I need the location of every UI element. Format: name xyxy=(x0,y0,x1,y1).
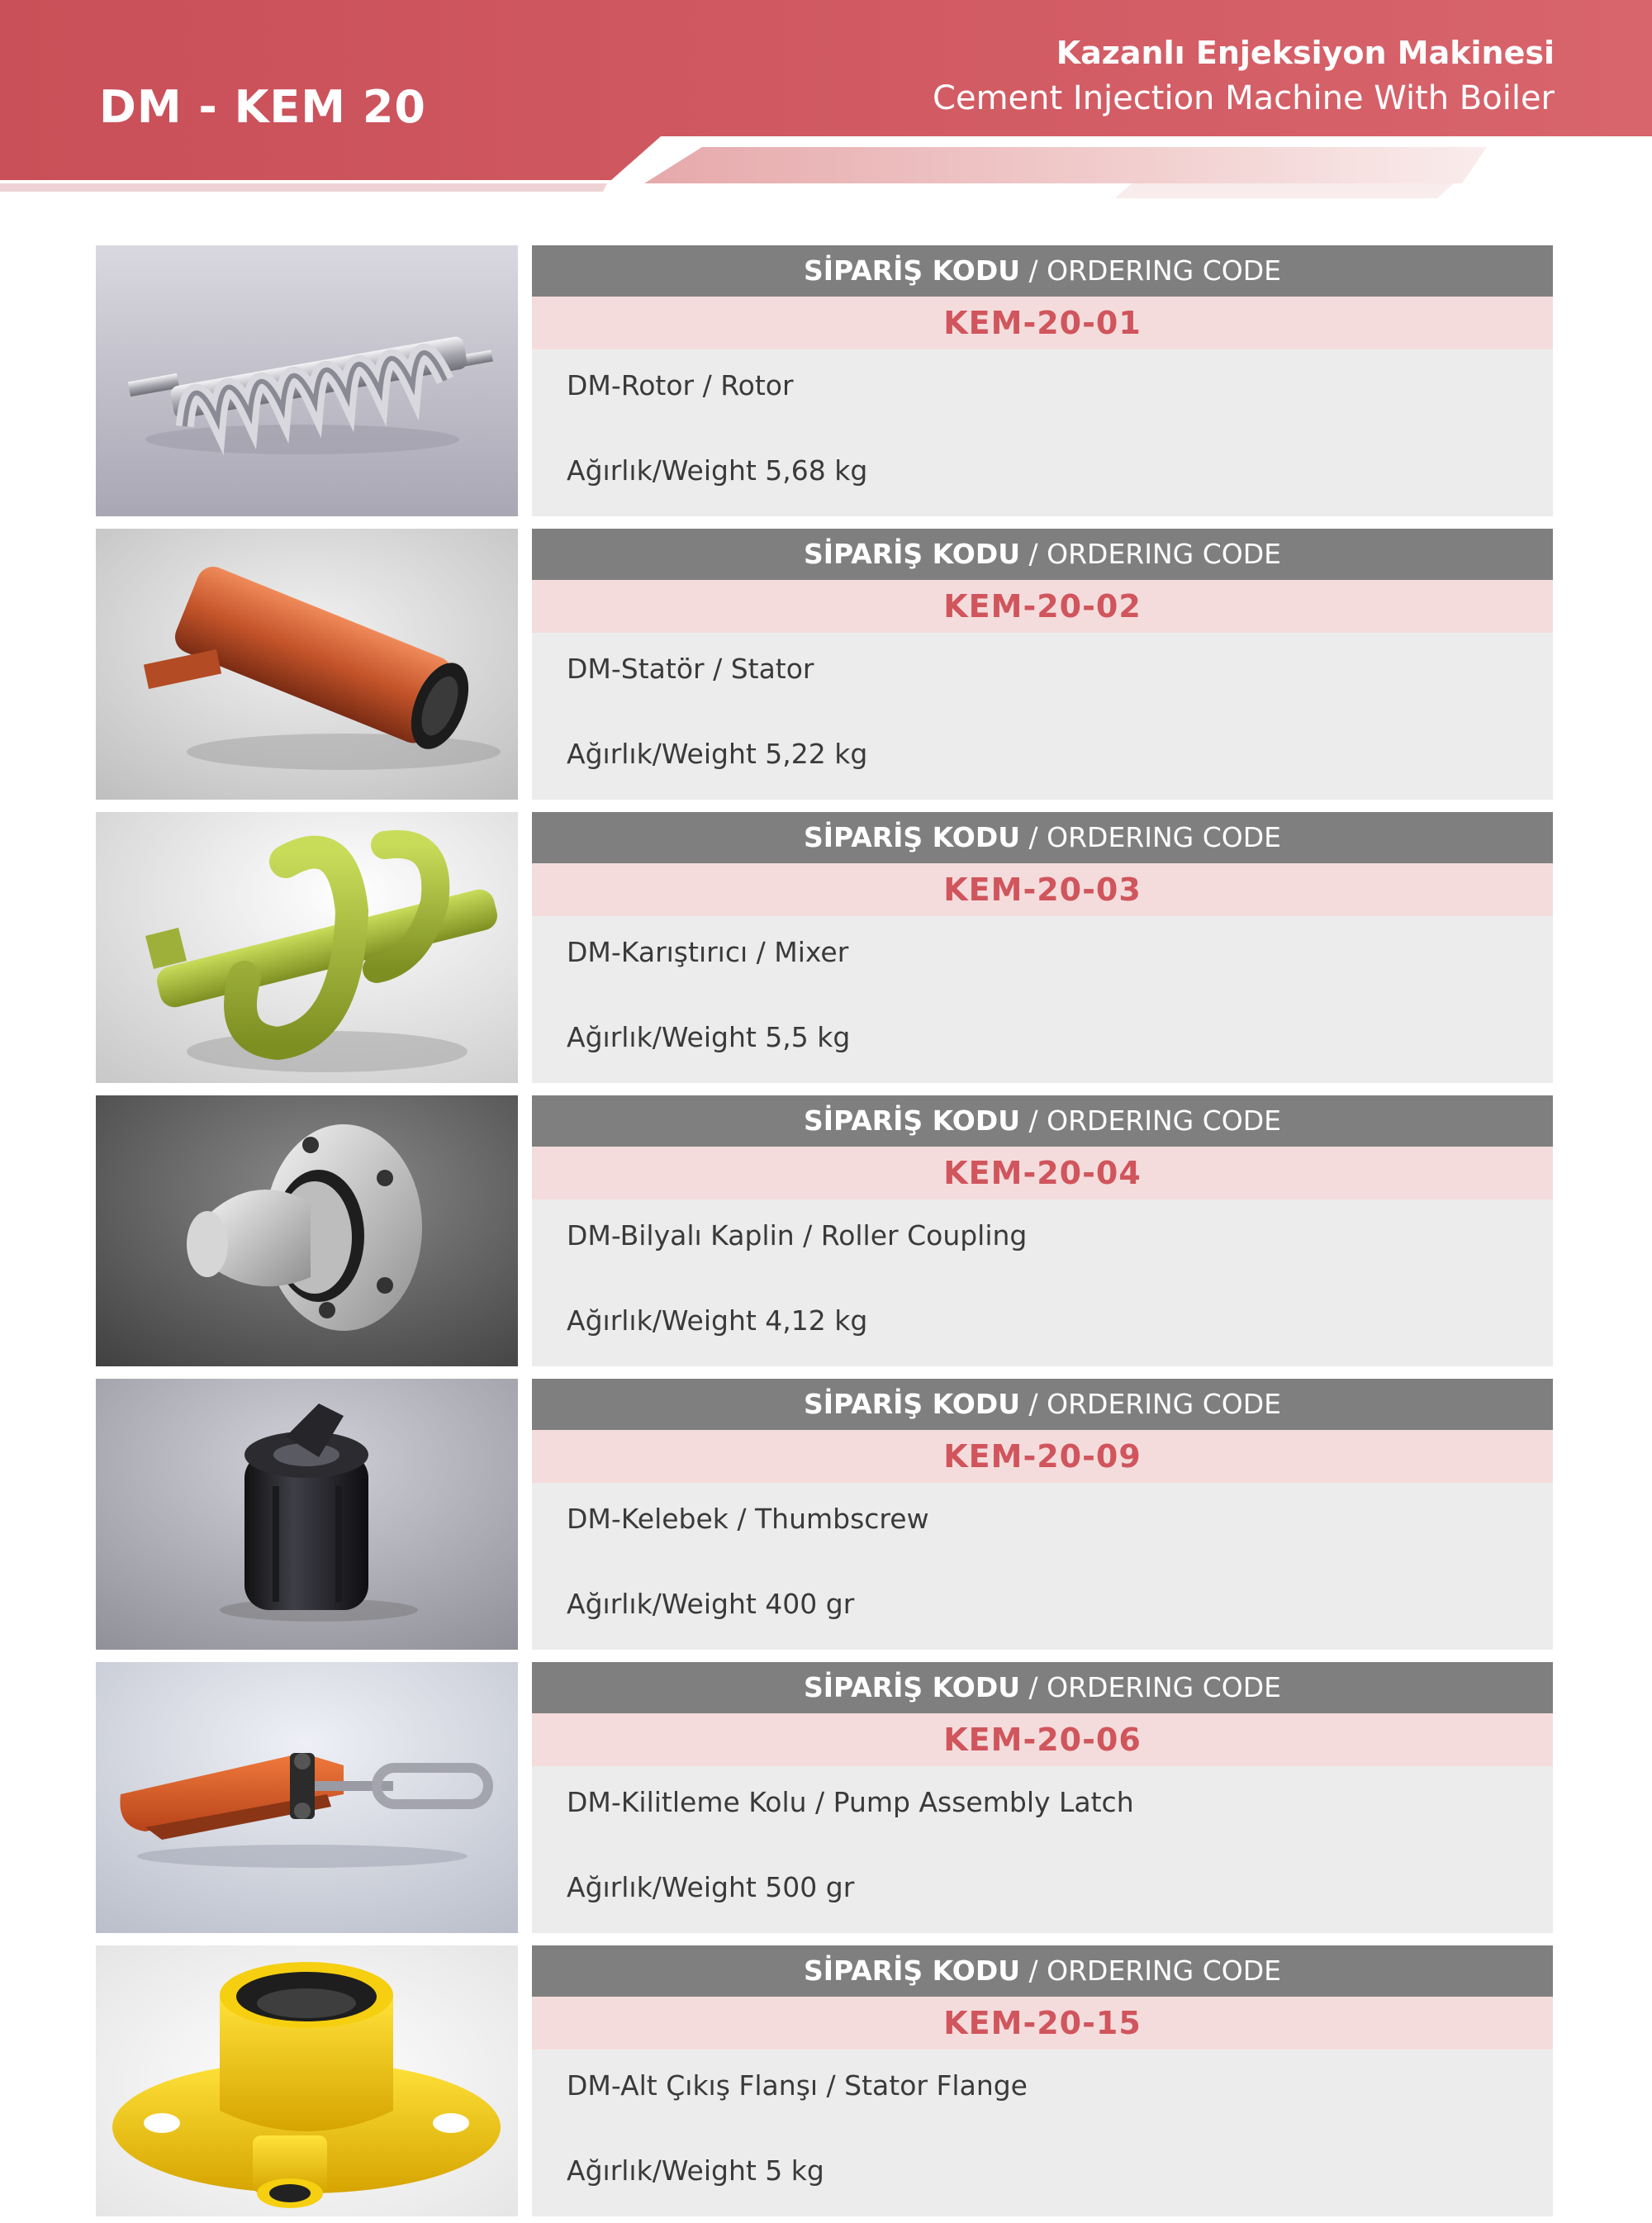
product-row xyxy=(96,1095,1553,1366)
product-weight: Ağırlık/Weight 4,12 kg xyxy=(567,1304,868,1337)
product-row xyxy=(96,1379,1553,1650)
ordering-label-tr: SİPARİŞ KODU xyxy=(804,1388,1021,1420)
thumbscrew-image xyxy=(96,1379,518,1650)
ordering-label-tr: SİPARİŞ KODU xyxy=(804,1671,1021,1703)
ordering-label-separator: / xyxy=(1020,1104,1047,1137)
product-name: DM-Karıştırıcı / Mixer xyxy=(567,936,849,968)
ordering-label-tr: SİPARİŞ KODU xyxy=(804,1955,1021,1987)
ordering-code-header xyxy=(532,1662,1553,1713)
product-weight: Ağırlık/Weight 500 gr xyxy=(567,1871,855,1903)
ordering-label-en: ORDERING CODE xyxy=(1047,1671,1281,1703)
ordering-code-header xyxy=(532,245,1553,297)
product-code: KEM-20-15 xyxy=(532,1997,1553,2050)
product-info-panel xyxy=(532,245,1553,516)
ordering-label-separator: / xyxy=(1020,538,1047,570)
product-code: KEM-20-09 xyxy=(532,1430,1553,1483)
ordering-label-separator: / xyxy=(1020,1955,1047,1987)
ordering-code-header xyxy=(532,1095,1553,1147)
ordering-label-tr: SİPARİŞ KODU xyxy=(804,538,1021,570)
rotor-image xyxy=(96,245,518,516)
product-info-panel xyxy=(532,1662,1553,1933)
product-row xyxy=(96,1945,1553,2216)
product-row xyxy=(96,245,1553,516)
product-code: KEM-20-06 xyxy=(532,1713,1553,1766)
ordering-label-separator: / xyxy=(1020,254,1047,287)
roller-coupling-image xyxy=(96,1095,518,1366)
ordering-label-separator: / xyxy=(1020,1388,1047,1420)
product-name: DM-Kelebek / Thumbscrew xyxy=(567,1503,929,1535)
product-name: DM-Bilyalı Kaplin / Roller Coupling xyxy=(567,1219,1028,1252)
ordering-code-header xyxy=(532,1945,1553,1997)
product-weight: Ağırlık/Weight 5,68 kg xyxy=(567,454,868,487)
product-row xyxy=(96,529,1553,800)
ordering-label-tr: SİPARİŞ KODU xyxy=(804,1104,1021,1137)
ordering-code-header xyxy=(532,529,1553,580)
product-info-panel xyxy=(532,1095,1553,1366)
ordering-label-en: ORDERING CODE xyxy=(1047,821,1281,853)
subtitle-english: Cement Injection Machine With Boiler xyxy=(933,79,1555,117)
ordering-label-tr: SİPARİŞ KODU xyxy=(804,254,1021,287)
stator-flange-image xyxy=(96,1945,518,2216)
ordering-label-en: ORDERING CODE xyxy=(1047,254,1281,287)
product-info-panel xyxy=(532,529,1553,800)
product-name: DM-Kilitleme Kolu / Pump Assembly Latch xyxy=(567,1786,1134,1818)
product-info-panel xyxy=(532,1945,1553,2216)
ordering-label-en: ORDERING CODE xyxy=(1047,1104,1281,1137)
product-weight: Ağırlık/Weight 400 gr xyxy=(567,1588,855,1620)
product-info-panel xyxy=(532,812,1553,1083)
stator-image xyxy=(96,529,518,800)
model-title: DM - KEM 20 xyxy=(99,81,426,133)
mixer-image xyxy=(96,812,518,1083)
latch-image xyxy=(96,1662,518,1933)
ordering-label-en: ORDERING CODE xyxy=(1047,1955,1281,1987)
product-row xyxy=(96,1662,1553,1933)
product-name: DM-Statör / Stator xyxy=(567,653,814,685)
product-weight: Ağırlık/Weight 5,5 kg xyxy=(567,1021,851,1053)
ordering-label-separator: / xyxy=(1020,821,1047,853)
ordering-code-header xyxy=(532,812,1553,863)
product-name: DM-Rotor / Rotor xyxy=(567,369,794,401)
subtitle-turkish: Kazanlı Enjeksiyon Makinesi xyxy=(1056,35,1555,71)
product-name: DM-Alt Çıkış Flanşı / Stator Flange xyxy=(567,2069,1028,2102)
ordering-label-en: ORDERING CODE xyxy=(1047,1388,1281,1420)
product-code: KEM-20-02 xyxy=(532,580,1553,633)
ordering-label-en: ORDERING CODE xyxy=(1047,538,1281,570)
ordering-code-header xyxy=(532,1379,1553,1430)
product-row xyxy=(96,812,1553,1083)
product-weight: Ağırlık/Weight 5,22 kg xyxy=(567,738,868,770)
page-header xyxy=(0,0,1652,198)
product-code: KEM-20-01 xyxy=(532,297,1553,349)
product-code: KEM-20-03 xyxy=(532,863,1553,916)
ordering-label-tr: SİPARİŞ KODU xyxy=(804,821,1021,853)
product-weight: Ağırlık/Weight 5 kg xyxy=(567,2154,824,2187)
ordering-label-separator: / xyxy=(1020,1671,1047,1703)
product-info-panel xyxy=(532,1379,1553,1650)
product-code: KEM-20-04 xyxy=(532,1147,1553,1199)
